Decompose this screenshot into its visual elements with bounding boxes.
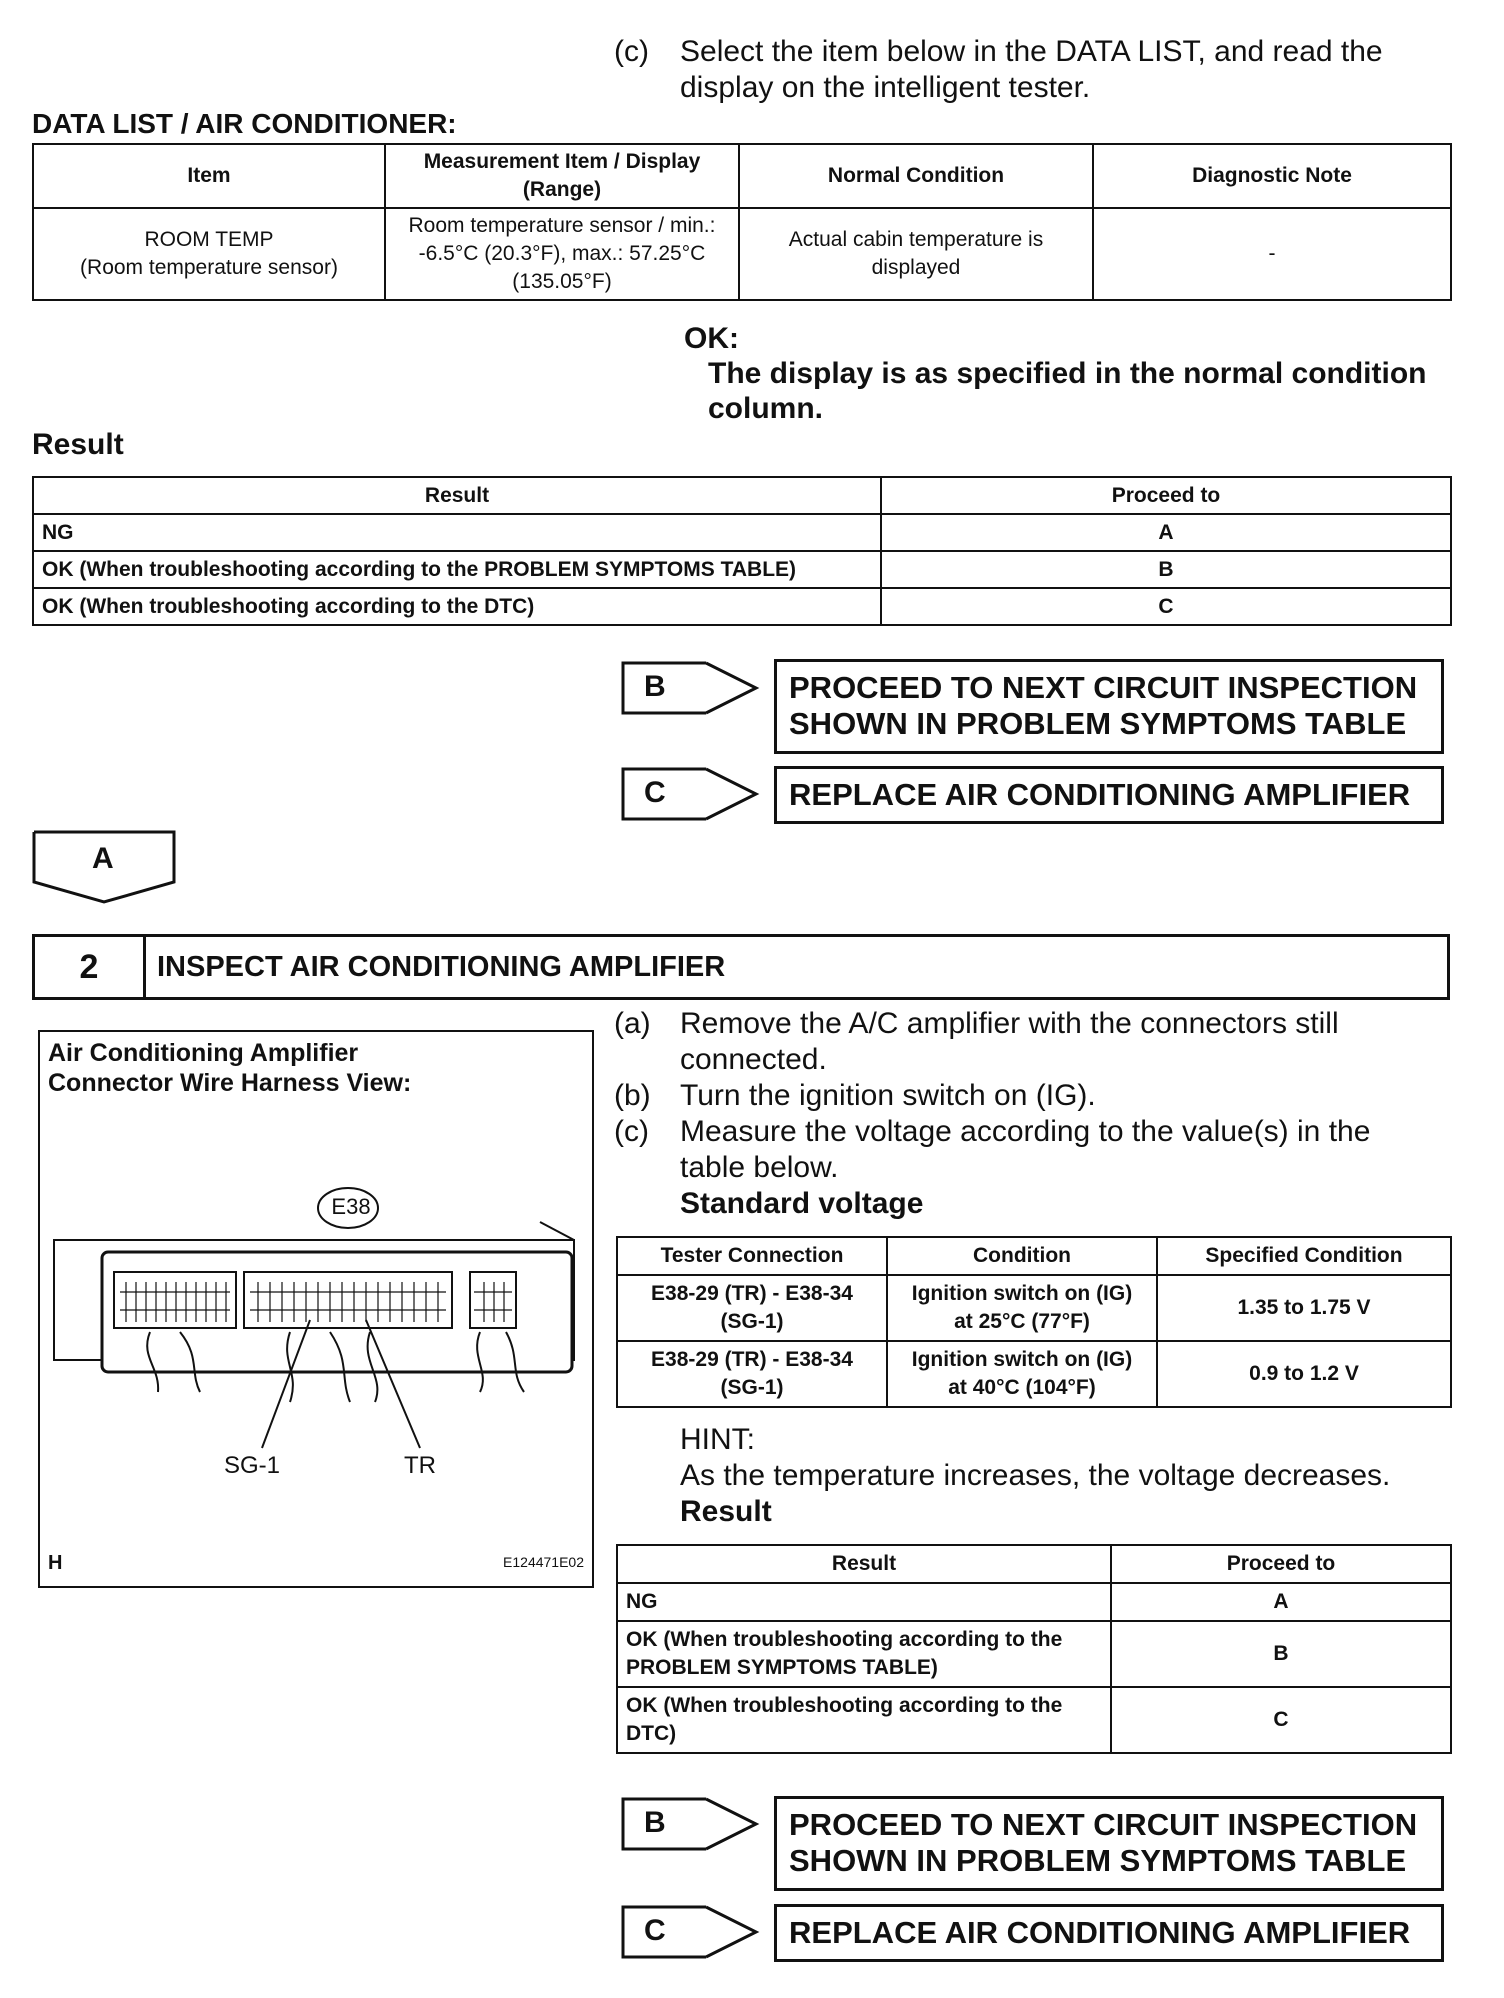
replace-amplifier-box <box>774 766 1444 824</box>
conn-line1: E38-29 (TR) - E38-34 <box>651 1282 853 1305</box>
col-header-tester: Tester Connection <box>617 1237 887 1275</box>
conn-line2: (SG-1) <box>720 1376 784 1399</box>
range-line3: (135.05°F) <box>512 270 612 293</box>
ok-line2: column. <box>708 392 824 425</box>
arrow-tag-icon <box>620 1796 760 1852</box>
conn-line2: (SG-1) <box>720 1310 784 1333</box>
action-line2: SHOWN IN PROBLEM SYMPTOMS TABLE <box>789 706 1407 741</box>
step-c-line2: display on the intelligent tester. <box>680 71 1091 104</box>
item-line1: ROOM TEMP <box>144 228 274 251</box>
proceed-cell: B <box>1111 1621 1451 1687</box>
result-table <box>32 476 1452 626</box>
cond-line2: at 40°C (104°F) <box>948 1376 1096 1399</box>
col-header-proceed: Proceed to <box>881 477 1451 514</box>
table-row <box>617 1275 1451 1341</box>
step-2-header <box>32 934 1450 1000</box>
result-cell: NG <box>33 514 881 551</box>
tag-letter: B <box>644 670 666 703</box>
result-line1: OK (When troubleshooting according to the <box>626 1694 1063 1717</box>
figure-title-line1: Air Conditioning Amplifier <box>48 1039 359 1067</box>
result-cell: OK (When troubleshooting according to the PROBLEM SYMPTOMS TABLE) <box>33 551 881 588</box>
range-line1: Room temperature sensor / min.: <box>408 214 716 237</box>
arrow-tag-icon <box>620 660 760 716</box>
normal-line2: displayed <box>871 256 961 279</box>
instr-b-marker: (b) <box>614 1079 651 1112</box>
col-header-specified: Specified Condition <box>1157 1237 1451 1275</box>
proceed-tag-b-2[interactable] <box>620 1796 760 1852</box>
item-line2: (Room temperature sensor) <box>80 256 338 279</box>
ok-line1: The display is as specified in the normal condition <box>708 357 1427 390</box>
result-line1: OK (When troubleshooting according to the <box>626 1628 1063 1651</box>
table-row <box>33 588 1451 625</box>
table-row <box>617 1583 1451 1621</box>
table-row <box>33 551 1451 588</box>
col-header-result: Result <box>33 477 881 514</box>
instr-c-line2: table below. <box>680 1151 839 1184</box>
range-line2: -6.5°C (20.3°F), max.: 57.25°C <box>418 242 706 265</box>
result-line2: DTC) <box>626 1722 677 1745</box>
instr-c-marker: (c) <box>614 1115 649 1148</box>
diagnostic-note: - <box>1093 208 1451 300</box>
col-header-condition: Condition <box>887 1237 1157 1275</box>
col-header-note: Diagnostic Note <box>1093 144 1451 208</box>
conn-line1: E38-29 (TR) - E38-34 <box>651 1348 853 1371</box>
result-table-2 <box>616 1544 1452 1754</box>
spec-cell: 1.35 to 1.75 V <box>1157 1275 1451 1341</box>
proceed-cell: C <box>1111 1687 1451 1753</box>
spec-cell: 0.9 to 1.2 V <box>1157 1341 1451 1407</box>
action-text: REPLACE AIR CONDITIONING AMPLIFIER <box>789 1915 1411 1950</box>
data-list-table <box>32 143 1452 301</box>
instr-a-marker: (a) <box>614 1007 651 1040</box>
data-list-heading: DATA LIST / AIR CONDITIONER: <box>32 108 457 139</box>
tag-letter: C <box>644 1914 666 1947</box>
tag-letter: C <box>644 776 666 809</box>
proceed-tag-a[interactable] <box>32 830 177 904</box>
instr-c-line1: Measure the voltage according to the value(s) in the <box>680 1115 1371 1148</box>
connector-id-label: E38 <box>331 1194 371 1219</box>
action-line2: SHOWN IN PROBLEM SYMPTOMS TABLE <box>789 1843 1407 1878</box>
table-row <box>33 208 1451 300</box>
proceed-tag-c-2[interactable] <box>620 1904 760 1960</box>
action-line1: PROCEED TO NEXT CIRCUIT INSPECTION <box>789 670 1418 705</box>
table-row <box>617 1341 1451 1407</box>
result-line1: NG <box>626 1590 658 1613</box>
hint-text: As the temperature increases, the voltage decreases. <box>680 1459 1391 1492</box>
replace-amplifier-box-2 <box>774 1904 1444 1962</box>
figure-code: E124471E02 <box>503 1554 584 1570</box>
action-text: REPLACE AIR CONDITIONING AMPLIFIER <box>789 777 1411 812</box>
hint-label: HINT: <box>680 1423 755 1456</box>
tr-label: TR <box>404 1452 436 1479</box>
col-header-normal: Normal Condition <box>739 144 1093 208</box>
arrow-tag-icon <box>620 766 760 822</box>
action-line1: PROCEED TO NEXT CIRCUIT INSPECTION <box>789 1807 1418 1842</box>
step-c-marker: (c) <box>614 35 649 68</box>
instr-a-line1: Remove the A/C amplifier with the connectors still <box>680 1007 1339 1040</box>
step-number: 2 <box>35 937 146 997</box>
proceed-cell: C <box>881 588 1451 625</box>
result2-heading: Result <box>680 1495 772 1528</box>
connector-figure <box>38 1030 594 1588</box>
proceed-cell: B <box>881 551 1451 588</box>
instr-b-line1: Turn the ignition switch on (IG). <box>680 1079 1096 1112</box>
result-line2: PROBLEM SYMPTOMS TABLE) <box>626 1656 938 1679</box>
arrow-tag-icon <box>620 1904 760 1960</box>
cond-line1: Ignition switch on (IG) <box>911 1282 1133 1305</box>
table-row <box>617 1621 1451 1687</box>
result-cell: OK (When troubleshooting according to the DTC) <box>33 588 881 625</box>
tag-letter: B <box>644 1806 666 1839</box>
result-heading: Result <box>32 428 124 461</box>
instr-a-line2: connected. <box>680 1043 827 1076</box>
table-row <box>617 1687 1451 1753</box>
proceed-next-circuit-box <box>774 659 1444 754</box>
cond-line2: at 25°C (77°F) <box>954 1310 1090 1333</box>
standard-voltage-label: Standard voltage <box>680 1187 924 1220</box>
col-header-item: Item <box>33 144 385 208</box>
proceed-cell: A <box>881 514 1451 551</box>
proceed-cell: A <box>1111 1583 1451 1621</box>
figure-title-line2: Connector Wire Harness View: <box>48 1069 412 1097</box>
connector-drawing <box>40 1142 592 1562</box>
step-title: INSPECT AIR CONDITIONING AMPLIFIER <box>157 951 726 983</box>
sg1-label: SG-1 <box>224 1452 281 1479</box>
step-c-line1: Select the item below in the DATA LIST, and read the <box>680 35 1383 68</box>
proceed-tag-b[interactable] <box>620 660 760 716</box>
normal-line1: Actual cabin temperature is <box>788 228 1044 251</box>
voltage-table <box>616 1236 1452 1408</box>
table-row <box>33 514 1451 551</box>
ok-label: OK: <box>684 322 739 355</box>
col-header-measurement: Measurement Item / Display (Range) <box>385 144 739 208</box>
figure-corner-mark: H <box>48 1552 63 1574</box>
cond-line1: Ignition switch on (IG) <box>911 1348 1133 1371</box>
col-header-proceed: Proceed to <box>1111 1545 1451 1583</box>
proceed-next-circuit-box-2 <box>774 1796 1444 1891</box>
proceed-tag-c[interactable] <box>620 766 760 822</box>
tag-letter: A <box>92 842 114 875</box>
col-header-result: Result <box>617 1545 1111 1583</box>
